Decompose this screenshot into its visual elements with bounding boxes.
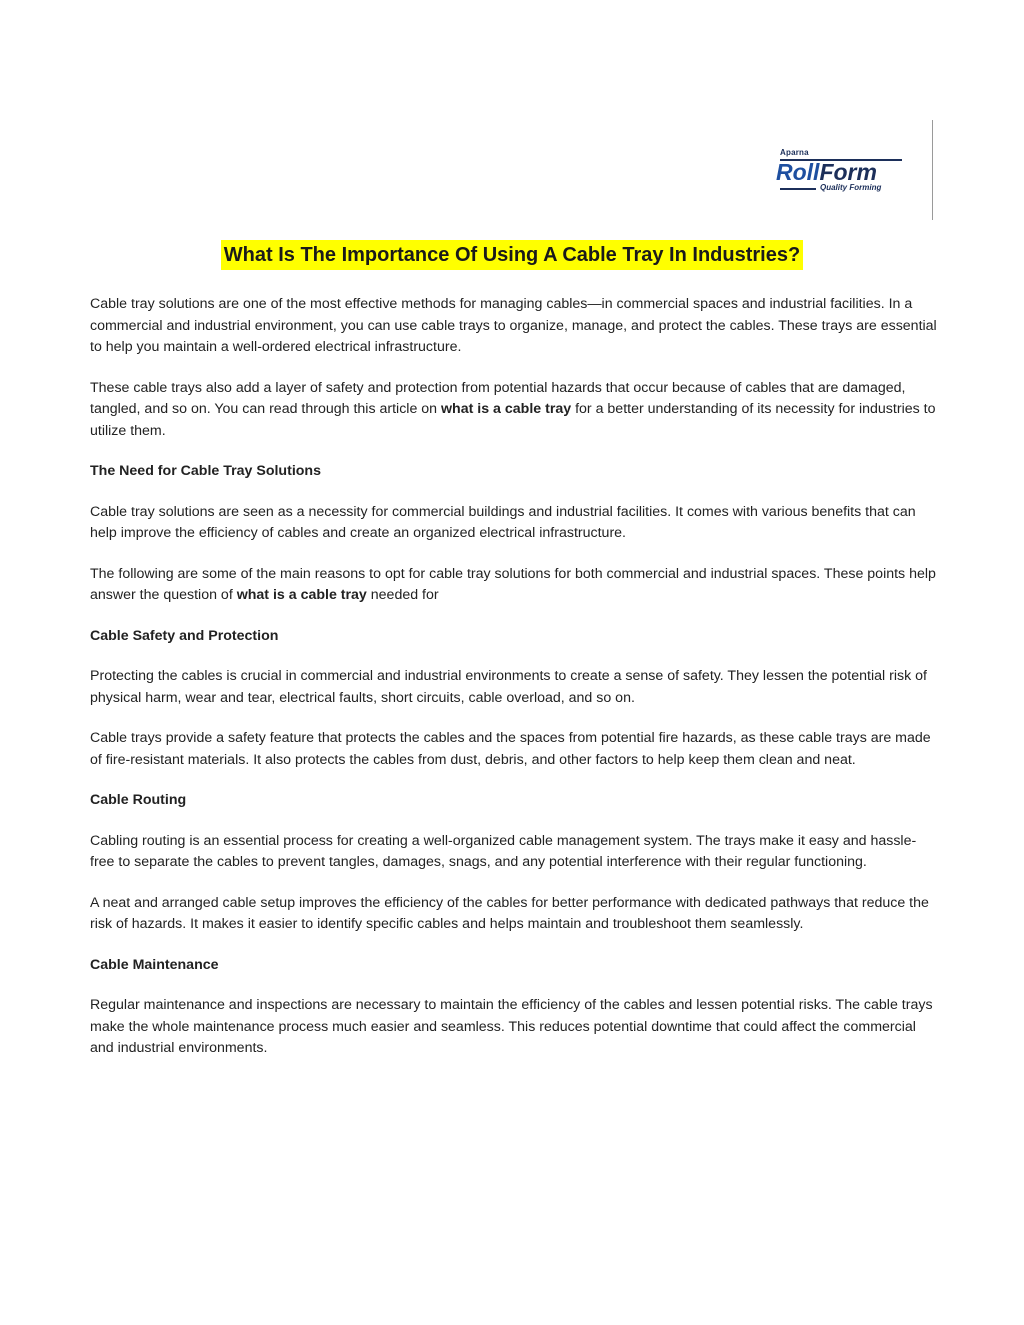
section-heading-maintenance: Cable Maintenance [90, 956, 219, 973]
intro-paragraph-1: Cable tray solutions are one of the most effective methods for managing cables—in commercial spaces and industrial facilities. In a commercial and industrial environment, you can use cable trays to organize, manage, and protect the cables. These trays are essential to help you maintain a well-ordered electrical infrastructure. [90, 296, 937, 355]
logo-brand-roll: Roll [776, 159, 820, 185]
section-heading-safety: Cable Safety and Protection [90, 627, 279, 644]
need-paragraph-2 [90, 564, 940, 607]
article-body [90, 294, 940, 1079]
intro-paragraph-2 [90, 378, 940, 443]
need-paragraph-1: Cable tray solutions are seen as a necessity for commercial buildings and industrial facilities. It comes with various benefits that can help improve the efficiency of cables and create an organized electrical infrastructure. [90, 503, 916, 541]
safety-paragraph-2: Cable trays provide a safety feature that protects the cables and the spaces from potential fire hazards, as these cable trays are made of fire-resistant materials. It also protects the cables from dust, debris, and other factors to help keep them clean and neat. [90, 730, 931, 768]
maintenance-paragraph-1: Regular maintenance and inspections are necessary to maintain the efficiency of the cables and lessen potential risks. The cable trays make the whole maintenance process much easier and seamless. This reduces potential downtime that could affect the commercial and industrial environments. [90, 997, 933, 1056]
logo-bottom-rule [780, 188, 816, 190]
intro-p2-text-after: for a better understanding of its necessity for industries to utilize them. [90, 401, 936, 439]
routing-paragraph-1: Cabling routing is an essential process for creating a well-organized cable management system. The trays make it easy and hassle-free to separate the cables to prevent tangles, damages, snags, and any potential interference with their regular functioning. [90, 832, 917, 870]
title-container [0, 240, 1024, 270]
safety-paragraph-1: Protecting the cables is crucial in commercial and industrial environments to create a sense of safety. They lessen the potential risk of physical harm, wear and tear, electrical faults, short circuits, cable overload, and so on. [90, 668, 927, 706]
logo-brand [776, 160, 877, 184]
section-heading-need: The Need for Cable Tray Solutions [90, 463, 321, 479]
intro-p2-text-before: These cable trays also add a layer of safety and protection from potential hazards that occur because of cables that are damaged, tangled, and so on. You can read through this article on [90, 379, 906, 417]
logo-aparna-text: Aparna [780, 148, 809, 157]
section-heading-routing: Cable Routing [90, 792, 187, 808]
rollform-logo [772, 148, 904, 198]
page-title: What Is The Importance Of Using A Cable Tray In Industries? [221, 240, 803, 270]
need-p2-bold-term: what is a cable tray [236, 587, 367, 603]
routing-paragraph-2: A neat and arranged cable setup improves the efficiency of the cables for better performance with dedicated pathways that reduce the risk of hazards. It makes it easier to identify specific cables and helps maintain and troubleshoot them seamlessly. [90, 894, 929, 932]
need-p2-text-before: The following are some of the main reasons to opt for cable tray solutions for both commercial and industrial spaces. These points help answer the question of [90, 565, 936, 603]
need-p2-text-after: needed for [366, 587, 439, 603]
logo-tagline: Quality Forming [820, 183, 882, 192]
intro-p2-bold-term: what is a cable tray [441, 401, 572, 417]
logo-brand-form: Form [819, 159, 877, 185]
header-divider-line [932, 120, 933, 220]
